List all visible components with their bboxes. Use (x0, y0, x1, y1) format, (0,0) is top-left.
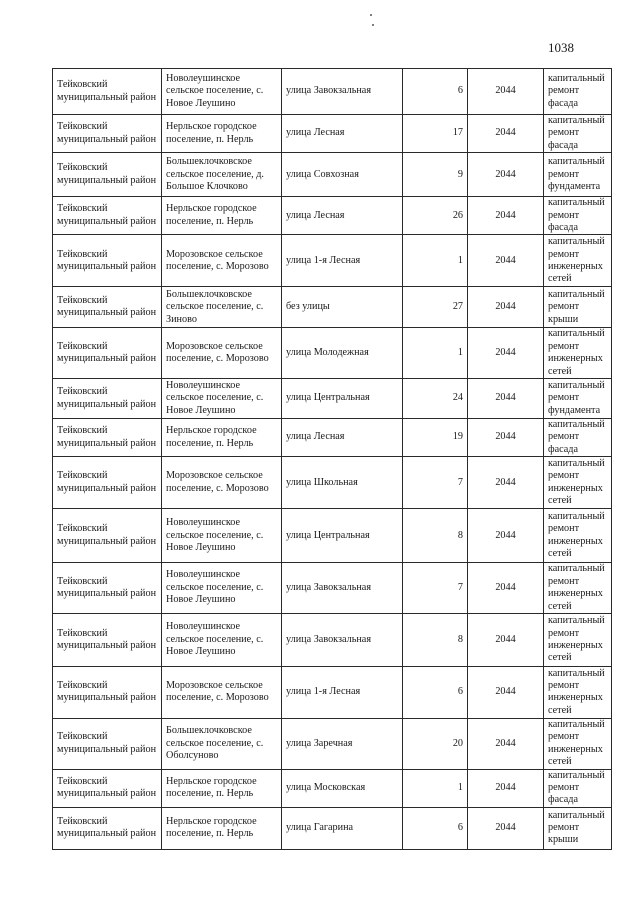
work-type-cell: капитальный ремонт крыши (544, 807, 612, 849)
settlement-cell: Морозовское сельское поселение, с. Морозово (162, 666, 282, 718)
district-cell: Тейковский муниципальный район (53, 769, 162, 807)
street-cell: улица Гагарина (282, 807, 403, 849)
table-row (53, 328, 612, 379)
table-row (53, 509, 612, 563)
house-number-cell: 26 (403, 197, 468, 235)
district-cell: Тейковский муниципальный район (53, 807, 162, 849)
year-cell: 2044 (468, 769, 544, 807)
house-number-cell: 17 (403, 115, 468, 153)
house-number-cell: 1 (403, 328, 468, 379)
table-row (53, 69, 612, 115)
work-type-cell: капитальный ремонт инженерных сетей (544, 457, 612, 509)
house-number-cell: 6 (403, 666, 468, 718)
district-cell: Тейковский муниципальный район (53, 328, 162, 379)
work-type-cell: капитальный ремонт фундамента (544, 153, 612, 197)
street-cell: улица Лесная (282, 419, 403, 457)
house-number-cell: 19 (403, 419, 468, 457)
settlement-cell: Морозовское сельское поселение, с. Морозово (162, 328, 282, 379)
work-type-cell: капитальный ремонт инженерных сетей (544, 328, 612, 379)
district-cell: Тейковский муниципальный район (53, 509, 162, 563)
house-number-cell: 7 (403, 563, 468, 614)
table-row (53, 666, 612, 718)
settlement-cell: Большеклочковское сельское поселение, с. Зиново (162, 287, 282, 328)
house-number-cell: 6 (403, 69, 468, 115)
settlement-cell: Новолеушинское сельское поселение, с. Новое Леушино (162, 379, 282, 419)
work-type-cell: капитальный ремонт фасада (544, 769, 612, 807)
year-cell: 2044 (468, 328, 544, 379)
year-cell: 2044 (468, 419, 544, 457)
settlement-cell: Нерльское городское поселение, п. Нерль (162, 769, 282, 807)
house-number-cell: 1 (403, 769, 468, 807)
district-cell: Тейковский муниципальный район (53, 718, 162, 769)
table-row (53, 807, 612, 849)
table-row (53, 718, 612, 769)
table-row (53, 419, 612, 457)
table-row (53, 235, 612, 287)
district-cell: Тейковский муниципальный район (53, 379, 162, 419)
street-cell: улица Школьная (282, 457, 403, 509)
street-cell: без улицы (282, 287, 403, 328)
year-cell: 2044 (468, 153, 544, 197)
district-cell: Тейковский муниципальный район (53, 613, 162, 666)
year-cell: 2044 (468, 457, 544, 509)
year-cell: 2044 (468, 287, 544, 328)
table-row (53, 379, 612, 419)
house-number-cell: 24 (403, 379, 468, 419)
work-type-cell: капитальный ремонт инженерных сетей (544, 235, 612, 287)
scan-speck (370, 14, 372, 16)
house-number-cell: 9 (403, 153, 468, 197)
work-type-cell: капитальный ремонт фасада (544, 419, 612, 457)
year-cell: 2044 (468, 666, 544, 718)
house-number-cell: 8 (403, 509, 468, 563)
table-row (53, 115, 612, 153)
table-row (53, 153, 612, 197)
settlement-cell: Новолеушинское сельское поселение, с. Новое Леушино (162, 509, 282, 563)
table-row (53, 563, 612, 614)
work-type-cell: капитальный ремонт фундамента (544, 379, 612, 419)
year-cell: 2044 (468, 807, 544, 849)
work-type-cell: капитальный ремонт инженерных сетей (544, 563, 612, 614)
settlement-cell: Новолеушинское сельское поселение, с. Новое Леушино (162, 563, 282, 614)
work-type-cell: капитальный ремонт инженерных сетей (544, 613, 612, 666)
work-type-cell: капитальный ремонт инженерных сетей (544, 718, 612, 769)
district-cell: Тейковский муниципальный район (53, 457, 162, 509)
year-cell: 2044 (468, 718, 544, 769)
year-cell: 2044 (468, 563, 544, 614)
street-cell: улица Центральная (282, 509, 403, 563)
year-cell: 2044 (468, 379, 544, 419)
settlement-cell: Нерльское городское поселение, п. Нерль (162, 115, 282, 153)
street-cell: улица Лесная (282, 115, 403, 153)
district-cell: Тейковский муниципальный район (53, 115, 162, 153)
table-row (53, 769, 612, 807)
work-type-cell: капитальный ремонт фасада (544, 197, 612, 235)
settlement-cell: Морозовское сельское поселение, с. Морозово (162, 457, 282, 509)
street-cell: улица Молодежная (282, 328, 403, 379)
table-body (53, 69, 612, 850)
street-cell: улица Центральная (282, 379, 403, 419)
settlement-cell: Новолеушинское сельское поселение, с. Новое Леушино (162, 613, 282, 666)
street-cell: улица Заречная (282, 718, 403, 769)
settlement-cell: Нерльское городское поселение, п. Нерль (162, 807, 282, 849)
street-cell: улица 1-я Лесная (282, 235, 403, 287)
scan-speck (372, 24, 374, 26)
work-type-cell: капитальный ремонт фасада (544, 115, 612, 153)
district-cell: Тейковский муниципальный район (53, 235, 162, 287)
district-cell: Тейковский муниципальный район (53, 563, 162, 614)
work-type-cell: капитальный ремонт инженерных сетей (544, 509, 612, 563)
year-cell: 2044 (468, 509, 544, 563)
street-cell: улица Завокзальная (282, 613, 403, 666)
housing-repair-table (52, 68, 612, 850)
settlement-cell: Большеклочковское сельское поселение, д. Большое Клочково (162, 153, 282, 197)
table-row (53, 287, 612, 328)
house-number-cell: 8 (403, 613, 468, 666)
district-cell: Тейковский муниципальный район (53, 153, 162, 197)
district-cell: Тейковский муниципальный район (53, 287, 162, 328)
settlement-cell: Нерльское городское поселение, п. Нерль (162, 197, 282, 235)
street-cell: улица Завокзальная (282, 563, 403, 614)
house-number-cell: 20 (403, 718, 468, 769)
house-number-cell: 7 (403, 457, 468, 509)
year-cell: 2044 (468, 613, 544, 666)
page-number: 1038 (548, 40, 574, 55)
year-cell: 2044 (468, 69, 544, 115)
year-cell: 2044 (468, 115, 544, 153)
table-row (53, 613, 612, 666)
work-type-cell: капитальный ремонт инженерных сетей (544, 666, 612, 718)
work-type-cell: капитальный ремонт фасада (544, 69, 612, 115)
house-number-cell: 1 (403, 235, 468, 287)
settlement-cell: Большеклочковское сельское поселение, с. Оболсуново (162, 718, 282, 769)
district-cell: Тейковский муниципальный район (53, 666, 162, 718)
street-cell: улица Московская (282, 769, 403, 807)
settlement-cell: Новолеушинское сельское поселение, с. Новое Леушино (162, 69, 282, 115)
house-number-cell: 6 (403, 807, 468, 849)
district-cell: Тейковский муниципальный район (53, 197, 162, 235)
house-number-cell: 27 (403, 287, 468, 328)
year-cell: 2044 (468, 197, 544, 235)
year-cell: 2044 (468, 235, 544, 287)
table-row (53, 457, 612, 509)
district-cell: Тейковский муниципальный район (53, 419, 162, 457)
settlement-cell: Нерльское городское поселение, п. Нерль (162, 419, 282, 457)
street-cell: улица Совхозная (282, 153, 403, 197)
table-row (53, 197, 612, 235)
street-cell: улица Завокзальная (282, 69, 403, 115)
settlement-cell: Морозовское сельское поселение, с. Морозово (162, 235, 282, 287)
district-cell: Тейковский муниципальный район (53, 69, 162, 115)
work-type-cell: капитальный ремонт крыши (544, 287, 612, 328)
street-cell: улица 1-я Лесная (282, 666, 403, 718)
street-cell: улица Лесная (282, 197, 403, 235)
